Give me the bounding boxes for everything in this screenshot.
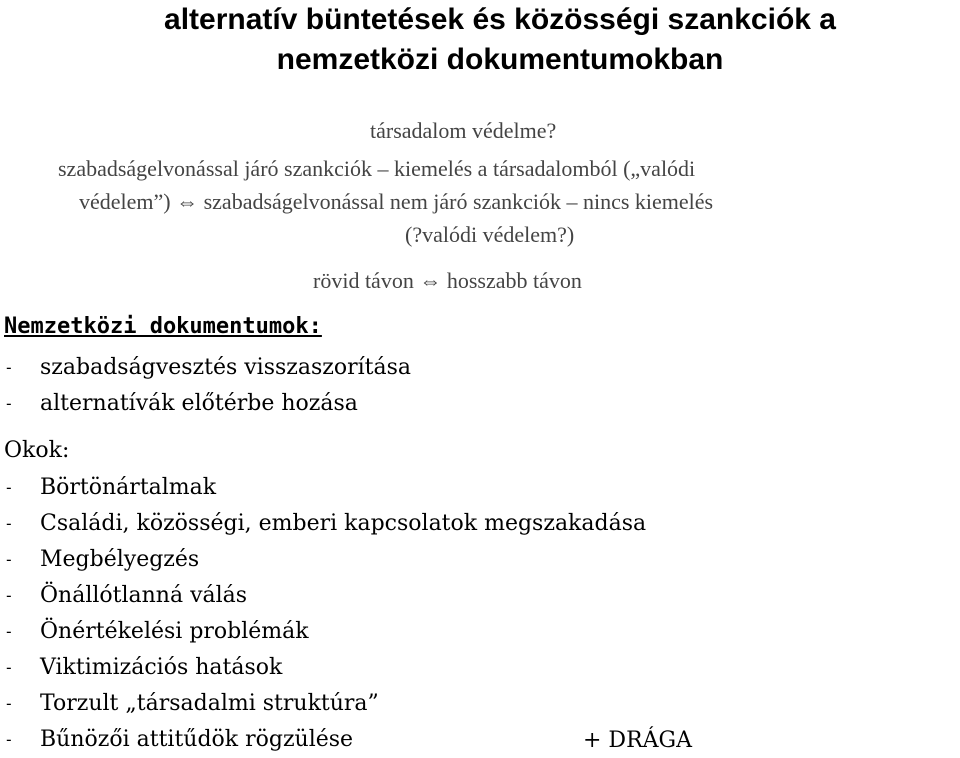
bullet-dash: - xyxy=(4,358,14,377)
intro-line-5: rövid távon ⇔ hosszabb távon xyxy=(313,268,582,293)
bullet-dash: - xyxy=(4,514,14,533)
intro-line-1: társadalom védelme? xyxy=(370,118,557,143)
document-title xyxy=(0,0,960,80)
bullet-dash: - xyxy=(4,394,14,413)
bullet-dash: - xyxy=(4,694,14,713)
bullet-dash: - xyxy=(4,586,14,605)
bullet-dash: - xyxy=(4,622,14,641)
intro-line-3: védelem”) ⇔ szabadságelvonással nem járó szankciók – nincs kiemelés xyxy=(79,189,714,214)
title-line-2: nemzetközi dokumentumokban xyxy=(276,43,724,76)
bullet-dash: - xyxy=(4,478,14,497)
intl-docs-heading: Nemzetközi dokumentumok: xyxy=(4,314,322,339)
intro-line-2: szabadságelvonással járó szankciók – kiemelés a társadalomból („valódi xyxy=(58,156,696,181)
reasons-heading: Okok: xyxy=(4,438,70,463)
cost-note: + DRÁGA xyxy=(583,728,692,753)
title-line-1: alternatív büntetések és közösségi szankciók a xyxy=(164,3,836,36)
bullet-dash: - xyxy=(4,658,14,677)
bullet-dash: - xyxy=(4,730,14,749)
intro-line-4: (?valódi védelem?) xyxy=(405,222,575,247)
bullet-dash: - xyxy=(4,550,14,569)
